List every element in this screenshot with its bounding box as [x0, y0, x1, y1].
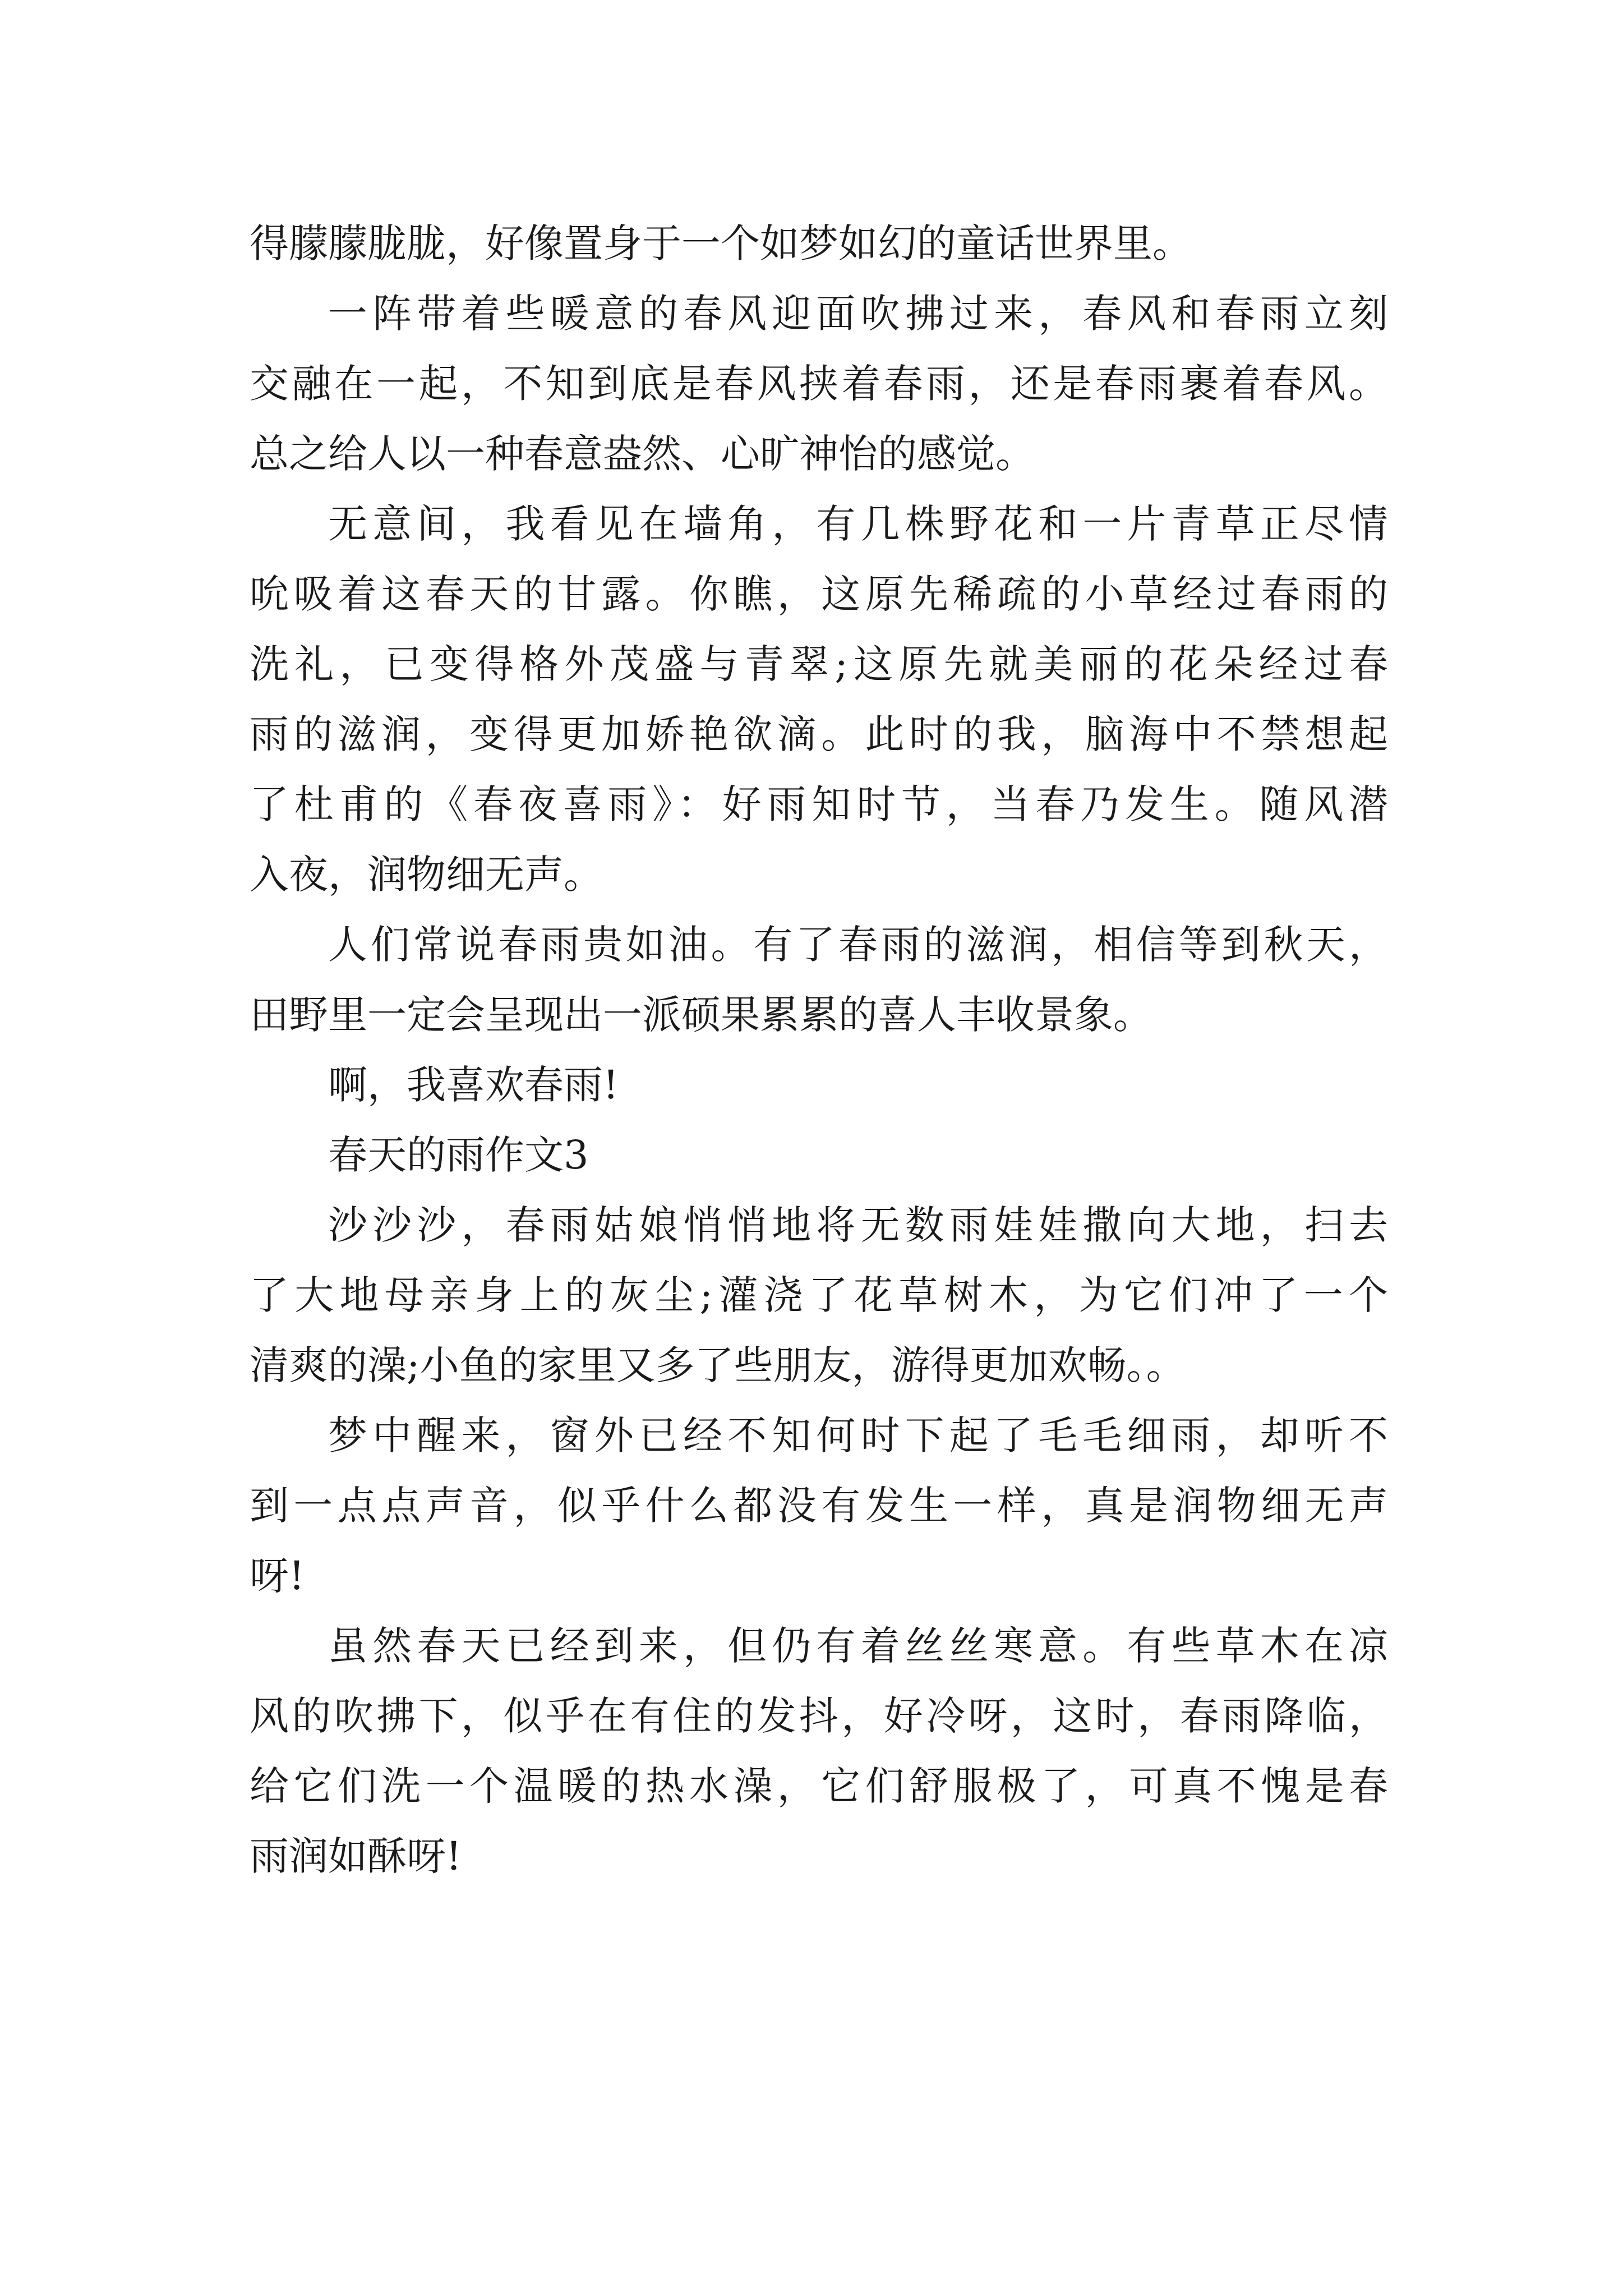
text-line: 入夜，润物细无声。 — [250, 852, 603, 898]
text-line: 了杜甫的《春夜喜雨》：好雨知时节，当春乃发生。随风潜 — [250, 781, 1388, 827]
text-line: 雨润如酥呀! — [250, 1833, 462, 1879]
text-line: 雨的滋润，变得更加娇艳欲滴。此时的我，脑海中不禁想起 — [250, 711, 1388, 757]
text-line: 啊，我喜欢春雨! — [328, 1062, 619, 1108]
text-line: 风的吹拂下，似乎在有住的发抖，好冷呀，这时，春雨降临， — [250, 1693, 1388, 1739]
text-line: 给它们洗一个温暖的热水澡，它们舒服极了，可真不愧是春 — [250, 1763, 1388, 1809]
text-line: 得朦朦胧胧，好像置身于一个如梦如幻的童话世界里。 — [250, 220, 1192, 266]
text-line: 春天的雨作文3 — [328, 1132, 589, 1178]
text-line: 交融在一起，不知到底是春风挟着春雨，还是春雨裹着春风。 — [250, 361, 1388, 407]
text-line: 田野里一定会呈现出一派硕果累累的喜人丰收景象。 — [250, 992, 1152, 1038]
text-line: 清爽的澡;小鱼的家里又多了些朋友，游得更加欢畅。。 — [250, 1342, 1186, 1388]
text-line: 呀! — [250, 1553, 305, 1599]
text-line: 洗礼，已变得格外茂盛与青翠;这原先就美丽的花朵经过春 — [250, 641, 1388, 687]
text-line: 了大地母亲身上的灰尘;灌浇了花草树木，为它们冲了一个 — [250, 1272, 1388, 1318]
text-line: 到一点点声音，似乎什么都没有发生一样，真是润物细无声 — [250, 1483, 1388, 1529]
text-line: 无意间，我看见在墙角，有几株野花和一片青草正尽情 — [328, 501, 1388, 547]
text-line: 吮吸着这春天的甘露。你瞧，这原先稀疏的小草经过春雨的 — [250, 571, 1388, 617]
text-line: 沙沙沙，春雨姑娘悄悄地将无数雨娃娃撒向大地，扫去 — [328, 1202, 1388, 1248]
text-line: 虽然春天已经到来，但仍有着丝丝寒意。有些草木在凉 — [328, 1623, 1388, 1669]
text-line: 一阵带着些暖意的春风迎面吹拂过来，春风和春雨立刻 — [328, 291, 1388, 337]
text-line: 人们常说春雨贵如油。有了春雨的滋润，相信等到秋天， — [328, 922, 1388, 968]
essay-body — [250, 209, 1388, 1892]
text-line: 梦中醒来，窗外已经不知何时下起了毛毛细雨，却听不 — [328, 1412, 1388, 1458]
text-line: 总之给人以一种春意盎然、心旷神怡的感觉。 — [250, 431, 1035, 477]
